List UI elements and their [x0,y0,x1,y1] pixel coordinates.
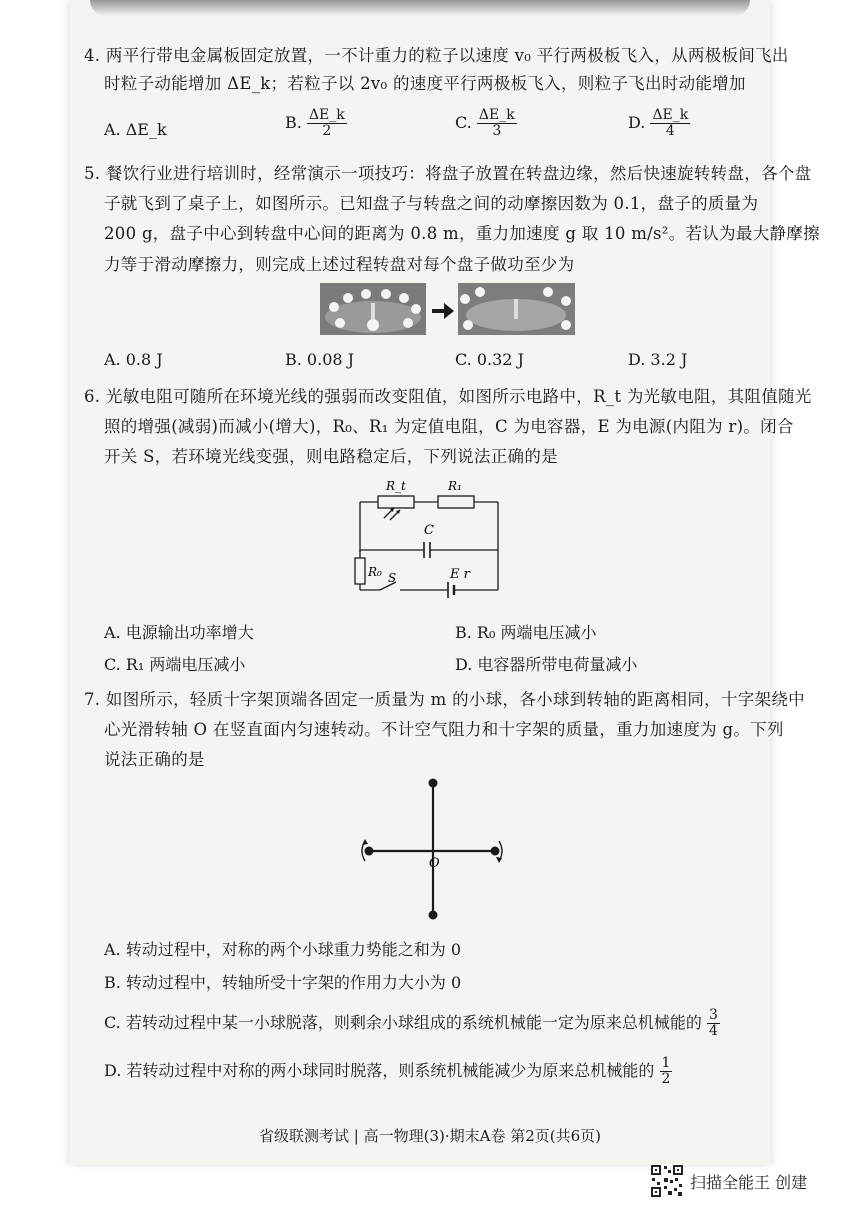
q4-option-b-label: B. [285,113,302,132]
q6-line-3: 开关 S，若环境光线变强，则电路稳定后，下列说法正确的是 [104,447,558,466]
q4-option-a: A. ΔE_k [104,120,167,139]
q7-option-a: A. 转动过程中，对称的两个小球重力势能之和为 0 [104,940,461,959]
ball-top [429,779,438,788]
q5-option-c: C. 0.32 J [455,350,524,369]
ball-left [365,847,374,856]
q4-option-d-fraction [650,108,690,139]
q7-option-c-text: C. 若转动过程中某一小球脱落，则剩余小球组成的系统机械能一定为原来总机械能的 [104,1013,702,1032]
q5-line-4: 力等于滑动摩擦力，则完成上述过程转盘对每个盘子做功至少为 [104,255,575,274]
q5-option-a: A. 0.8 J [104,350,163,369]
fraction-numerator: 1 [661,1055,671,1071]
q7-option-c-fraction [707,1008,720,1039]
q4-option-c-fraction [477,108,517,139]
fraction-denominator: 4 [708,1023,718,1039]
q4-option-d-label: D. [628,113,646,132]
cross-frame-diagram [355,775,515,923]
q6-option-a: A. 电源输出功率增大 [104,623,254,642]
fraction-numerator: ΔE_k [308,107,345,123]
q5-line-3: 200 g，盘子中心到转盘中心间的距离为 0.8 m，重力加速度 g 取 10 m/s²。若认为最大静摩擦 [104,224,820,243]
q6-line-2: 照的增强(减弱)而减小(增大)，R₀、R₁ 为定值电阻，C 为电容器，E 为电源(内阻为 r)。闭合 [104,417,794,436]
page-footer: 省级联测考试 | 高一物理(3)·期末A卷 第2页(共6页) [259,1127,601,1145]
q5-option-d: D. 3.2 J [628,350,688,369]
label-rt: R_t [386,479,406,493]
q6-option-b: B. R₀ 两端电压减小 [455,623,597,642]
label-r0: R₀ [368,565,382,579]
q7-line-1: 7. 如图所示，轻质十字架顶端各固定一质量为 m 的小球，各小球到转轴的距离相同，十字架绕中 [84,690,805,709]
arrow-right-icon [432,303,454,319]
q5-line-2: 子就飞到了桌子上，如图所示。已知盘子与转盘之间的动摩擦因数为 0.1，盘子的质量为 [104,194,759,213]
fraction-denominator: 3 [492,123,502,139]
fraction-numerator: ΔE_k [478,107,515,123]
q4-line-2: 时粒子动能增加 ΔE_k；若粒子以 2v₀ 的速度平行两极板飞入，则粒子飞出时动能增加 [104,74,746,93]
q6-option-c: C. R₁ 两端电压减小 [104,655,246,674]
label-er: E r [450,567,470,582]
label-c: C [424,523,434,538]
label-r1: R₁ [448,479,462,493]
qr-code-icon [650,1164,684,1198]
circuit-diagram [350,470,510,605]
ball-bottom [429,911,438,920]
label-s: S [388,571,397,585]
q7-option-d-fraction [660,1056,673,1087]
q4-option-b-fraction [307,108,347,139]
fraction-numerator: 3 [708,1007,718,1023]
q7-option-b: B. 转动过程中，转轴所受十字架的作用力大小为 0 [104,973,462,992]
fraction-denominator: 4 [665,123,675,139]
q7-line-2: 心光滑转轴 O 在竖直面内匀速转动。不计空气阻力和十字架的质量，重力加速度为 g。下列 [104,720,784,739]
q7-option-c [104,1008,720,1039]
q5-line-1: 5. 餐饮行业进行培训时，经常演示一项技巧：将盘子放置在转盘边缘，然后快速旋转转盘，各个盘 [84,164,812,183]
turntable-photos [320,283,575,335]
q4-option-b [285,108,347,139]
q4-option-c-label: C. [455,113,472,132]
q4-option-d [628,108,690,139]
q4-line-1: 4. 两平行带电金属板固定放置，一不计重力的粒子以速度 v₀ 平行两极板飞入，从两极板间飞出 [84,46,789,65]
resistor-r1 [438,496,474,508]
scan-shadow [90,0,750,16]
ball-right [491,847,500,856]
photoresistor-rt [378,496,414,508]
q7-option-d-text: D. 若转动过程中对称的两小球同时脱落，则系统机械能减少为原来总机械能的 [104,1061,655,1080]
label-o: O [429,856,440,871]
q4-option-c [455,108,517,139]
q6-line-1: 6. 光敏电阻可随所在环境光线的强弱而改变阻值，如图所示电路中，R_t 为光敏电阻，其阻值随光 [84,387,812,406]
q7-option-d [104,1056,672,1087]
resistor-r0 [355,558,365,584]
fraction-numerator: ΔE_k [652,107,689,123]
scanner-watermark: 扫描全能王 创建 [690,1173,808,1192]
q5-option-b: B. 0.08 J [285,350,355,369]
fraction-denominator: 2 [661,1071,671,1087]
q6-option-d: D. 电容器所带电荷量减小 [455,655,638,674]
q7-line-3: 说法正确的是 [104,750,205,769]
fraction-denominator: 2 [322,123,332,139]
